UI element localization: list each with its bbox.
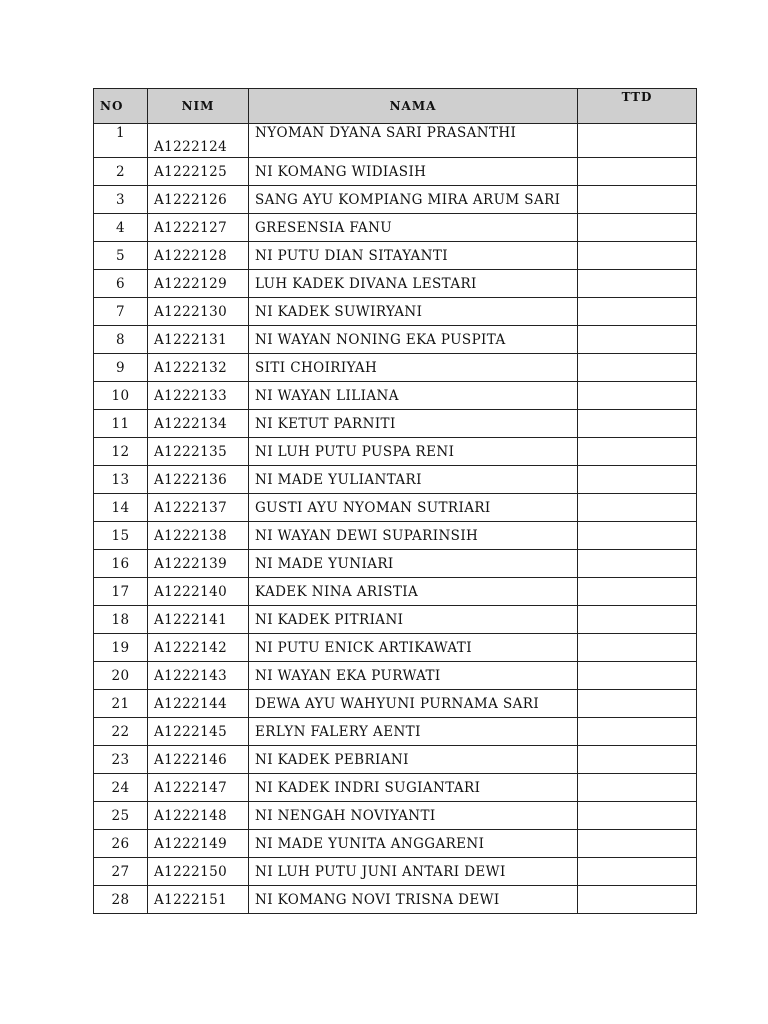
row-nama: NI KADEK SUWIRYANI bbox=[249, 298, 578, 326]
row-number: 17 bbox=[94, 578, 148, 606]
row-number: 2 bbox=[94, 158, 148, 186]
row-signature bbox=[578, 438, 697, 466]
row-nim: A1222136 bbox=[148, 466, 249, 494]
row-signature bbox=[578, 886, 697, 914]
row-number: 10 bbox=[94, 382, 148, 410]
row-nama: NI WAYAN DEWI SUPARINSIH bbox=[249, 522, 578, 550]
row-nama: NI KADEK PITRIANI bbox=[249, 606, 578, 634]
table-row bbox=[94, 158, 697, 186]
row-number: 1 bbox=[94, 124, 148, 158]
table-row bbox=[94, 830, 697, 858]
row-nim: A1222128 bbox=[148, 242, 249, 270]
row-signature bbox=[578, 662, 697, 690]
row-signature bbox=[578, 242, 697, 270]
row-number: 9 bbox=[94, 354, 148, 382]
table-row bbox=[94, 718, 697, 746]
row-number: 5 bbox=[94, 242, 148, 270]
row-nama: NI WAYAN LILIANA bbox=[249, 382, 578, 410]
row-signature bbox=[578, 578, 697, 606]
table-body bbox=[94, 124, 697, 914]
row-signature bbox=[578, 522, 697, 550]
row-nim: A1222140 bbox=[148, 578, 249, 606]
table-row bbox=[94, 466, 697, 494]
row-nim: A1222142 bbox=[148, 634, 249, 662]
row-nama: NI PUTU DIAN SITAYANTI bbox=[249, 242, 578, 270]
row-nama: LUH KADEK DIVANA LESTARI bbox=[249, 270, 578, 298]
row-nama: ERLYN FALERY AENTI bbox=[249, 718, 578, 746]
row-nama: GUSTI AYU NYOMAN SUTRIARI bbox=[249, 494, 578, 522]
table-row bbox=[94, 774, 697, 802]
table-row bbox=[94, 634, 697, 662]
header-nama: NAMA bbox=[249, 89, 578, 124]
row-nim: A1222125 bbox=[148, 158, 249, 186]
table-header bbox=[94, 89, 697, 124]
row-signature bbox=[578, 606, 697, 634]
table-row bbox=[94, 124, 697, 158]
row-nim: A1222126 bbox=[148, 186, 249, 214]
table-row bbox=[94, 438, 697, 466]
row-nama: NI LUH PUTU PUSPA RENI bbox=[249, 438, 578, 466]
row-number: 15 bbox=[94, 522, 148, 550]
row-number: 23 bbox=[94, 746, 148, 774]
row-nim: A1222148 bbox=[148, 802, 249, 830]
row-nama: NI KADEK INDRI SUGIANTARI bbox=[249, 774, 578, 802]
row-nama: NI WAYAN NONING EKA PUSPITA bbox=[249, 326, 578, 354]
row-number: 22 bbox=[94, 718, 148, 746]
row-nim: A1222138 bbox=[148, 522, 249, 550]
row-nim: A1222144 bbox=[148, 690, 249, 718]
row-signature bbox=[578, 186, 697, 214]
table-row bbox=[94, 382, 697, 410]
table-row bbox=[94, 522, 697, 550]
row-signature bbox=[578, 298, 697, 326]
row-nim: A1222147 bbox=[148, 774, 249, 802]
row-number: 27 bbox=[94, 858, 148, 886]
row-signature bbox=[578, 746, 697, 774]
header-row bbox=[94, 89, 697, 124]
row-number: 14 bbox=[94, 494, 148, 522]
row-number: 3 bbox=[94, 186, 148, 214]
row-signature bbox=[578, 830, 697, 858]
row-signature bbox=[578, 158, 697, 186]
table-row bbox=[94, 550, 697, 578]
attendance-sheet bbox=[93, 88, 696, 914]
row-number: 26 bbox=[94, 830, 148, 858]
row-signature bbox=[578, 354, 697, 382]
row-nim: A1222133 bbox=[148, 382, 249, 410]
row-nim: A1222127 bbox=[148, 214, 249, 242]
row-nim: A1222145 bbox=[148, 718, 249, 746]
table-row bbox=[94, 886, 697, 914]
row-nim: A1222134 bbox=[148, 410, 249, 438]
row-number: 19 bbox=[94, 634, 148, 662]
row-nama: GRESENSIA FANU bbox=[249, 214, 578, 242]
row-signature bbox=[578, 382, 697, 410]
row-signature bbox=[578, 718, 697, 746]
row-nama: DEWA AYU WAHYUNI PURNAMA SARI bbox=[249, 690, 578, 718]
row-signature bbox=[578, 858, 697, 886]
row-signature bbox=[578, 690, 697, 718]
attendance-table bbox=[93, 88, 697, 914]
row-nama: NI WAYAN EKA PURWATI bbox=[249, 662, 578, 690]
row-nama: NI KOMANG WIDIASIH bbox=[249, 158, 578, 186]
table-row bbox=[94, 354, 697, 382]
row-nim: A1222149 bbox=[148, 830, 249, 858]
row-nim: A1222130 bbox=[148, 298, 249, 326]
row-nama: SANG AYU KOMPIANG MIRA ARUM SARI bbox=[249, 186, 578, 214]
row-nama: SITI CHOIRIYAH bbox=[249, 354, 578, 382]
row-number: 16 bbox=[94, 550, 148, 578]
row-number: 25 bbox=[94, 802, 148, 830]
row-nim: A1222139 bbox=[148, 550, 249, 578]
row-signature bbox=[578, 774, 697, 802]
table-row bbox=[94, 578, 697, 606]
row-nama: NI MADE YULIANTARI bbox=[249, 466, 578, 494]
table-row bbox=[94, 746, 697, 774]
row-nim: A1222151 bbox=[148, 886, 249, 914]
row-signature bbox=[578, 466, 697, 494]
table-row bbox=[94, 690, 697, 718]
row-signature bbox=[578, 550, 697, 578]
row-nim: A1222124 bbox=[148, 124, 249, 158]
row-nama: NI KADEK PEBRIANI bbox=[249, 746, 578, 774]
row-nim: A1222129 bbox=[148, 270, 249, 298]
header-nim: NIM bbox=[148, 89, 249, 124]
row-number: 20 bbox=[94, 662, 148, 690]
row-number: 18 bbox=[94, 606, 148, 634]
row-nama: NI KETUT PARNITI bbox=[249, 410, 578, 438]
row-number: 4 bbox=[94, 214, 148, 242]
table-row bbox=[94, 298, 697, 326]
row-signature bbox=[578, 802, 697, 830]
row-nim: A1222143 bbox=[148, 662, 249, 690]
row-nim: A1222146 bbox=[148, 746, 249, 774]
row-nama: NYOMAN DYANA SARI PRASANTHI bbox=[249, 124, 578, 158]
row-nama: NI LUH PUTU JUNI ANTARI DEWI bbox=[249, 858, 578, 886]
row-nim: A1222137 bbox=[148, 494, 249, 522]
row-signature bbox=[578, 410, 697, 438]
row-number: 28 bbox=[94, 886, 148, 914]
row-nama: KADEK NINA ARISTIA bbox=[249, 578, 578, 606]
row-signature bbox=[578, 634, 697, 662]
row-number: 12 bbox=[94, 438, 148, 466]
header-ttd: TTD bbox=[578, 89, 697, 124]
row-nim: A1222135 bbox=[148, 438, 249, 466]
table-row bbox=[94, 802, 697, 830]
row-nim: A1222150 bbox=[148, 858, 249, 886]
row-nama: NI NENGAH NOVIYANTI bbox=[249, 802, 578, 830]
table-row bbox=[94, 326, 697, 354]
row-nama: NI KOMANG NOVI TRISNA DEWI bbox=[249, 886, 578, 914]
row-signature bbox=[578, 494, 697, 522]
row-signature bbox=[578, 270, 697, 298]
row-signature bbox=[578, 124, 697, 158]
row-number: 21 bbox=[94, 690, 148, 718]
table-row bbox=[94, 662, 697, 690]
row-nim: A1222141 bbox=[148, 606, 249, 634]
table-row bbox=[94, 494, 697, 522]
row-nim: A1222132 bbox=[148, 354, 249, 382]
row-number: 13 bbox=[94, 466, 148, 494]
table-row bbox=[94, 270, 697, 298]
table-row bbox=[94, 858, 697, 886]
row-number: 24 bbox=[94, 774, 148, 802]
row-nim: A1222131 bbox=[148, 326, 249, 354]
table-row bbox=[94, 214, 697, 242]
header-no: NO bbox=[94, 89, 148, 124]
table-row bbox=[94, 242, 697, 270]
row-number: 11 bbox=[94, 410, 148, 438]
row-signature bbox=[578, 326, 697, 354]
row-nama: NI MADE YUNIARI bbox=[249, 550, 578, 578]
table-row bbox=[94, 606, 697, 634]
row-number: 7 bbox=[94, 298, 148, 326]
table-row bbox=[94, 186, 697, 214]
row-number: 6 bbox=[94, 270, 148, 298]
row-signature bbox=[578, 214, 697, 242]
row-nama: NI MADE YUNITA ANGGARENI bbox=[249, 830, 578, 858]
row-nama: NI PUTU ENICK ARTIKAWATI bbox=[249, 634, 578, 662]
row-number: 8 bbox=[94, 326, 148, 354]
table-row bbox=[94, 410, 697, 438]
